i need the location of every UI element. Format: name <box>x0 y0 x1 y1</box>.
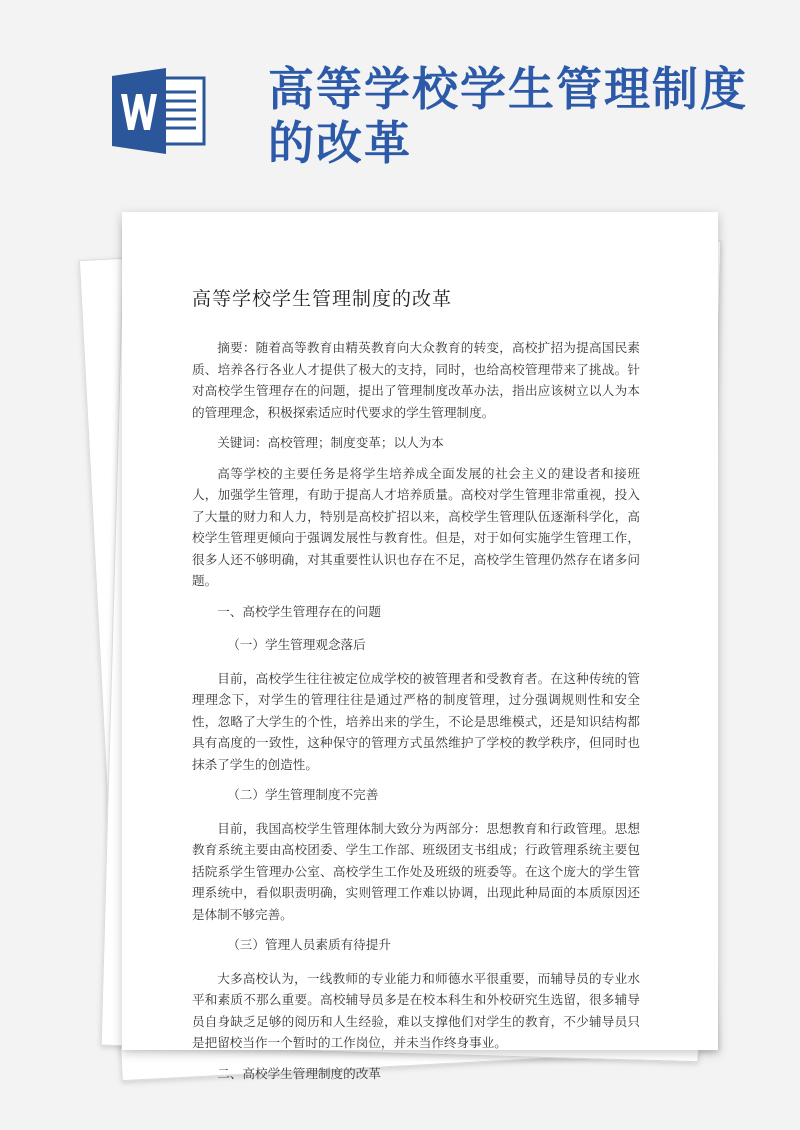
subsection-heading: （二）学生管理制度不完善 <box>227 787 379 802</box>
body-paragraph: 大多高校认为，一线教师的专业能力和师德水平很重要，而辅导员的专业水平和素质不那么重要。高校辅导员多是在校本科生和外校研究生选留，很多辅导员自身缺乏足够的阅历和人生经验，难以支撑他们对学生的教育，不少辅导员只是把留校当作一个暂时的工作岗位，并未当作终身事业。 <box>192 970 640 1050</box>
body-paragraph: 目前，我国高校学生管理体制大致分为两部分：思想教育和行政管理。思想教育系统主要由高校团委、学生工作部、班级团支书组成；行政管理系统主要包括院系学生管理办公室、高校学生工作处及班级的班委等。在这个庞大的学生管理系统中，看似职责明确，实则管理工作难以协调，出现此种局面的本质原因还是体制不够完善。 <box>192 820 640 922</box>
section-heading: 二、高校学生管理制度的改革 <box>217 1065 381 1081</box>
intro-paragraph: 高等学校的主要任务是将学生培养成全面发展的社会主义的建设者和接班人，加强学生管理，有助于提高人才培养质量。高校对学生管理非常重视，投入了大量的财力和人力，特别是高校扩招以来，高校学生管理队伍逐渐科学化，高校学生管理更倾向于强调发展性与教育性。但是，对于如何实施学生管理工作，很多人还不够明确，对其重要性认识也存在不足，高校学生管理仍然存在诸多问题。 <box>192 465 640 588</box>
abstract-paragraph: 摘要：随着高等教育由精英教育向大众教育的转变，高校扩招为提高国民素质、培养各行各业人才提供了极大的支持，同时，也给高校管理带来了挑战。针对高校学生管理存在的问题，提出了管理制度改革办法，指出应该树立以人为本的管理理念，积极探索适应时代要求的学生管理制度。 <box>192 340 640 420</box>
word-document-icon <box>112 68 208 154</box>
section-heading: 一、高校学生管理存在的问题 <box>217 603 381 619</box>
subsection-heading: （三）管理人员素质有待提升 <box>227 937 391 952</box>
document-page <box>122 212 718 1081</box>
header-title: 高等学校学生管理制度的改革 <box>268 62 748 170</box>
subsection-heading: （一）学生管理观念落后 <box>227 637 366 652</box>
document-title: 高等学校学生管理制度的改革 <box>192 288 453 310</box>
body-paragraph: 目前，高校学生往往被定位成学校的被管理者和受教育者。在这种传统的管理理念下，对学生的管理往往是通过严格的制度管理，过分强调规则性和安全性，忽略了大学生的个性，培养出来的学生，不论是思维模式，还是知识结构都具有高度的一致性，这种保守的管理方式虽然维护了学校的教学秩序，但同时也抹杀了学生的创造性。 <box>192 670 640 772</box>
keywords-line: 关键词：高校管理；制度变革；以人为本 <box>217 435 444 450</box>
